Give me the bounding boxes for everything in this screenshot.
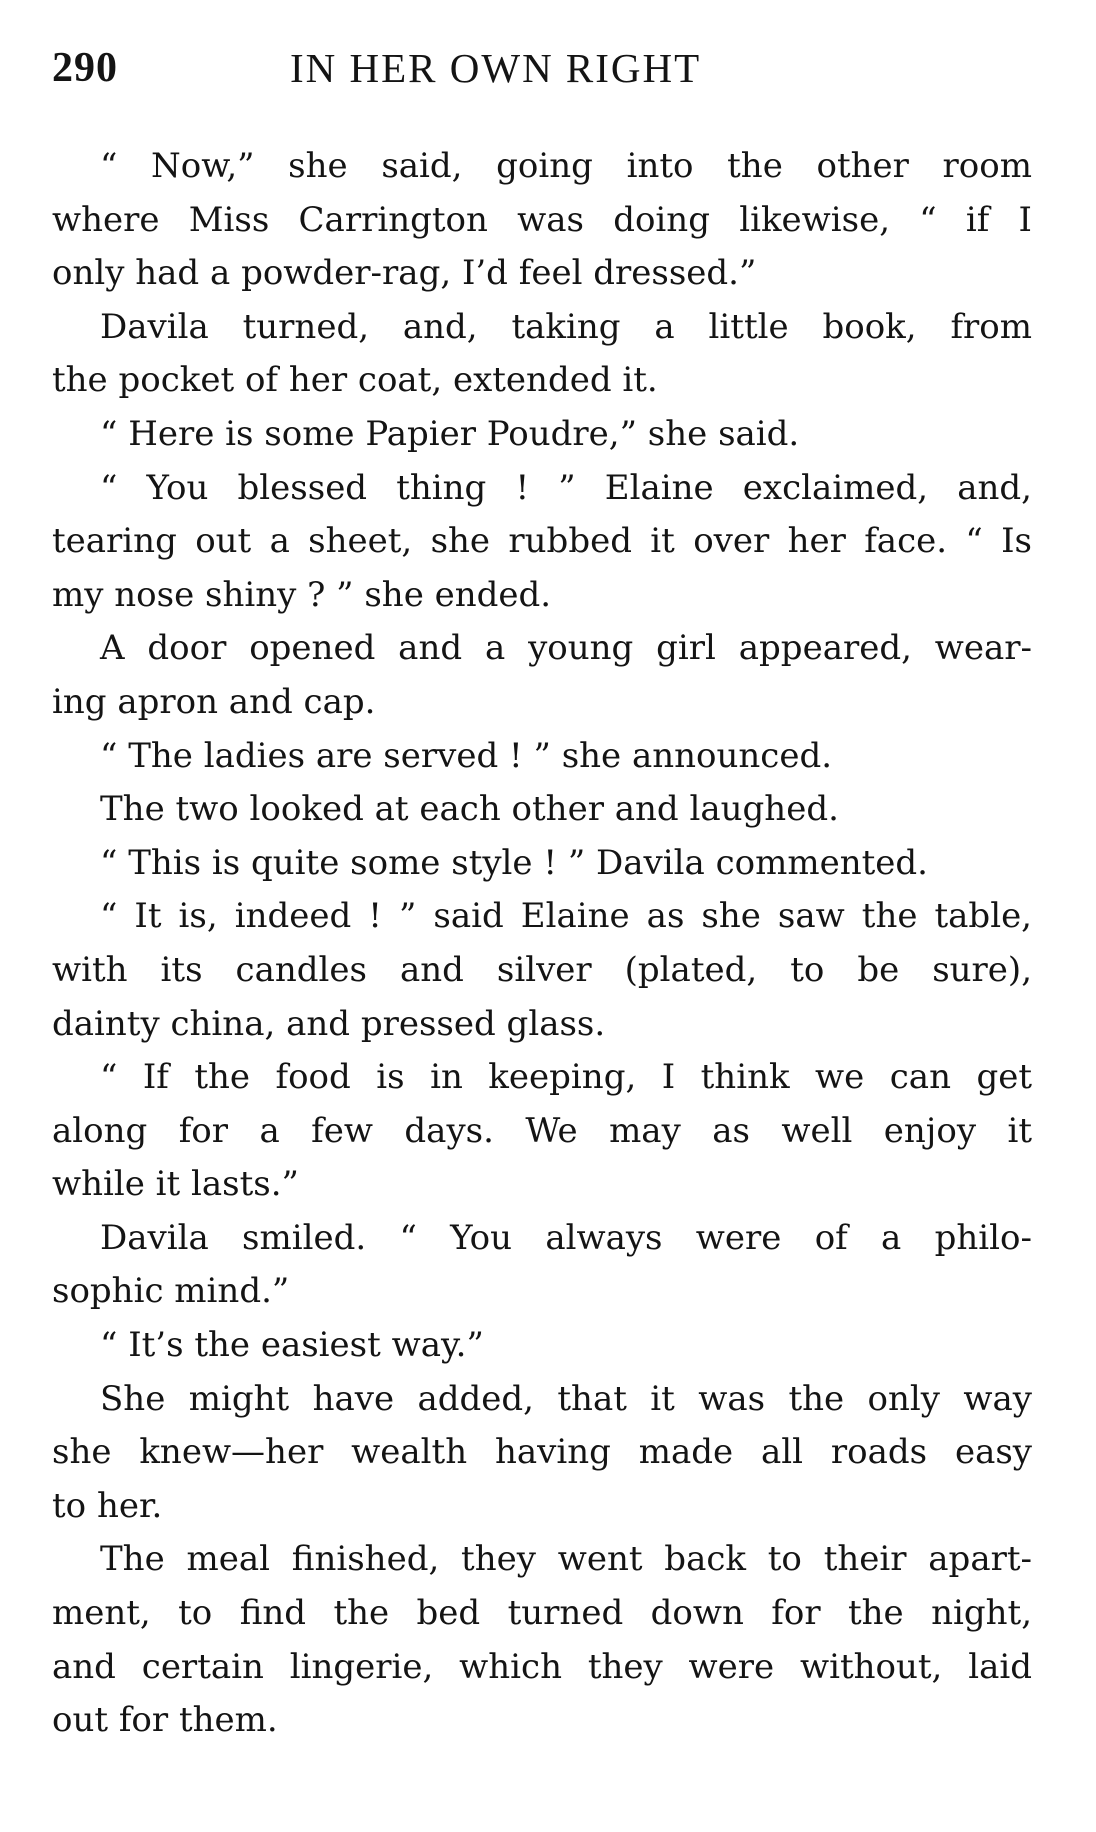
text-line: “ The ladies are served ! ” she announced. [100,735,833,776]
text-line: to her. [52,1485,163,1526]
text-line: “ If the food is in keeping, I think we can get [100,1057,1032,1098]
text-line: ment, to find the bed turned down for the night, [52,1593,1032,1634]
body-text [52,140,1032,1748]
running-header [52,40,1032,100]
text-line: ing apron and cap. [52,681,376,722]
text-line: while it lasts.” [52,1164,299,1205]
text-line: “ It’s the easiest way.” [100,1325,484,1366]
text-line: “ This is quite some style ! ” Davila commented. [100,842,928,883]
text-line: “ It is, indeed ! ” said Elaine as she saw the table, [100,896,1032,937]
text-line: out for them. [52,1700,278,1741]
running-title: IN HER OWN RIGHT [290,45,702,91]
text-line: “ You blessed thing ! ” Elaine exclaimed, and, [100,467,1032,508]
text-line: where Miss Carrington was doing likewise, “ if I [52,199,1032,240]
text-line: the pocket of her coat, extended it. [52,360,658,401]
text-line: tearing out a sheet, she rubbed it over her face. “ Is [52,521,1032,562]
text-line: The two looked at each other and laughed. [100,789,839,830]
page-number: 290 [52,45,118,91]
text-line: “ Now,” she said, going into the other room [100,146,1032,186]
text-line: She might have added, that it was the only way [100,1378,1032,1419]
text-line: dainty china, and pressed glass. [52,1003,606,1044]
text-line: my nose shiny ? ” she ended. [52,574,552,615]
text-line: only had a powder-rag, I’d feel dressed.” [52,253,757,294]
text-line: “ Here is some Papier Poudre,” she said. [100,413,800,454]
text-line: Davila smiled. “ You always were of a philo- [100,1217,1032,1258]
text-line: Davila turned, and, taking a little book, from [100,306,1032,347]
text-line: and certain lingerie, which they were without, laid [52,1646,1032,1687]
book-page [52,40,1032,1810]
text-line: she knew—her wealth having made all roads easy [52,1432,1032,1473]
text-line: with its candles and silver (plated, to be sure), [52,949,1032,990]
text-line: sophic mind.” [52,1271,290,1312]
text-line: The meal finished, they went back to their apart- [100,1539,1032,1580]
text-line: A door opened and a young girl appeared, wear- [100,628,1032,669]
text-line: along for a few days. We may as well enjoy it [52,1110,1032,1151]
